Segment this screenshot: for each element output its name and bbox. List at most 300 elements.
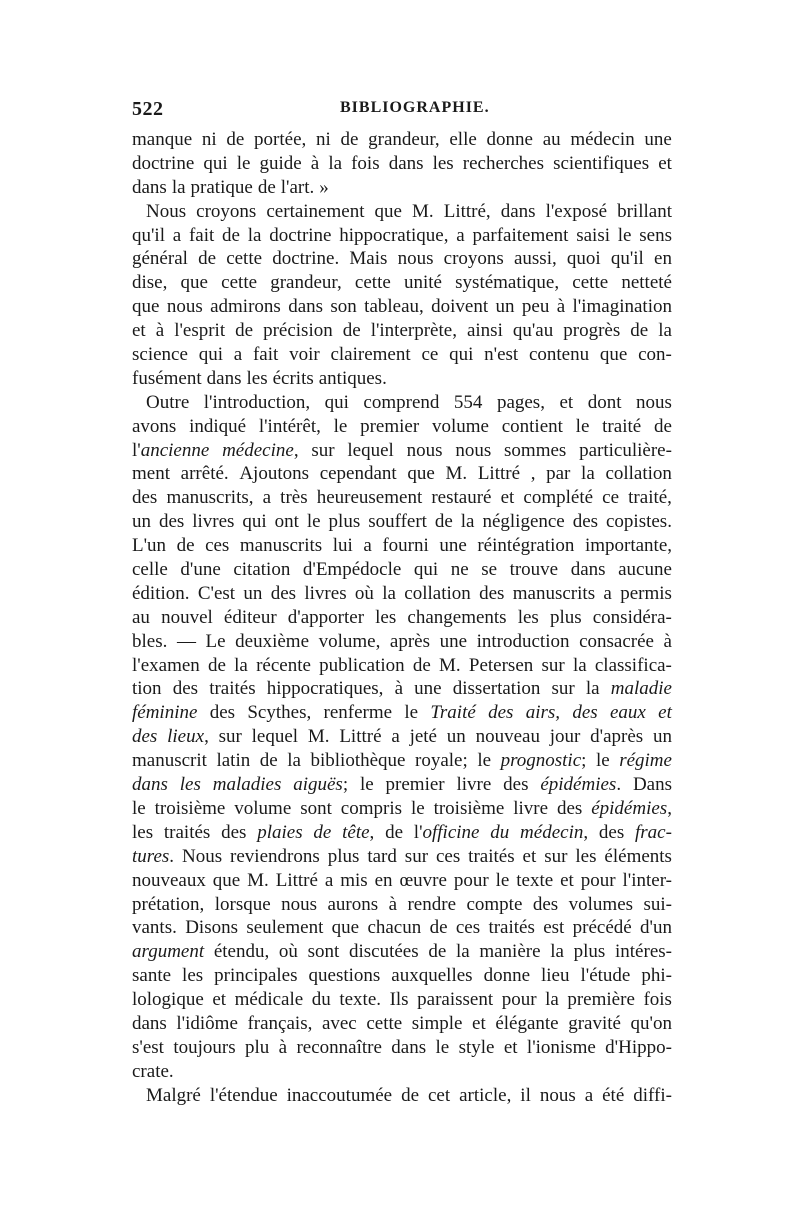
word-group — [635, 821, 672, 845]
word-group — [209, 677, 255, 701]
word-group — [563, 319, 620, 343]
word: nous — [539, 1084, 576, 1106]
word-group — [257, 821, 302, 845]
word: volumes — [568, 893, 634, 915]
page-number: 522 — [132, 98, 164, 120]
word: une — [414, 678, 442, 700]
word: étendu, — [213, 941, 270, 963]
word: netteté — [621, 272, 672, 294]
word: d'Hippo- — [605, 1036, 672, 1058]
word: texte — [516, 869, 554, 891]
word: quoi — [566, 248, 601, 270]
word: latin — [216, 750, 251, 772]
word-group — [469, 654, 533, 678]
word: traités — [468, 845, 515, 867]
word: traité — [602, 415, 642, 437]
word: ni — [201, 129, 217, 150]
word-group — [210, 295, 281, 319]
word: le — [236, 152, 251, 174]
word: Le — [205, 630, 226, 652]
word: Disons — [185, 917, 238, 939]
word-group — [132, 343, 188, 367]
italic-word: et — [658, 702, 672, 724]
italic-word: airs, — [525, 702, 561, 724]
word-group — [167, 295, 203, 319]
word-group — [239, 462, 309, 486]
word: des — [158, 511, 185, 533]
word-group — [167, 725, 209, 749]
word-group — [300, 797, 332, 821]
text-line — [132, 749, 672, 773]
word-group — [273, 367, 314, 391]
word-group — [308, 940, 340, 964]
word: manuscrits, — [166, 487, 254, 509]
text-line — [132, 224, 672, 248]
word: nous — [166, 296, 203, 318]
word-group — [572, 701, 597, 725]
word-group — [206, 630, 226, 654]
word-group — [603, 582, 611, 606]
word: ce — [421, 344, 439, 366]
word: s'est — [132, 1036, 164, 1058]
word-group — [513, 797, 548, 821]
word: a — [603, 582, 612, 604]
word-group — [254, 128, 306, 152]
word-group — [132, 415, 176, 439]
word-group — [304, 582, 346, 606]
word-group — [417, 988, 493, 1012]
word: certainement — [266, 200, 365, 222]
word-group — [466, 893, 522, 917]
word-group — [414, 677, 441, 701]
word-group — [132, 821, 153, 845]
italic-word: plaies — [257, 821, 303, 843]
word-group — [428, 940, 446, 964]
word-group — [504, 1036, 518, 1060]
word-group — [523, 486, 593, 510]
text-line — [132, 725, 672, 749]
word-group — [221, 271, 257, 295]
word-group — [502, 988, 537, 1012]
word: Malgré — [146, 1084, 201, 1106]
word: con- — [638, 344, 672, 366]
word: lologique — [132, 989, 204, 1011]
word: Ajoutons — [239, 463, 310, 485]
word-group — [263, 486, 271, 510]
word-group — [272, 247, 339, 271]
word: la — [247, 224, 262, 246]
word-group — [311, 439, 334, 463]
word: nous — [281, 893, 318, 915]
word-group — [439, 654, 461, 678]
word: , — [583, 821, 589, 843]
word-group — [619, 749, 672, 773]
italic-word: tures — [132, 845, 170, 867]
word-group — [455, 271, 559, 295]
word-group — [341, 797, 402, 821]
word: Dans — [632, 774, 672, 796]
word: M. — [412, 200, 434, 222]
word: compte — [466, 893, 523, 915]
word: des — [172, 678, 199, 700]
word: le — [495, 869, 510, 891]
word-group — [546, 200, 607, 224]
word-group — [281, 176, 315, 200]
text-line — [132, 200, 672, 224]
word-group — [287, 749, 301, 773]
word: où — [354, 582, 374, 604]
word-group — [513, 582, 595, 606]
word-group — [132, 152, 194, 176]
word: ces — [205, 535, 230, 557]
word-group — [456, 224, 464, 248]
word: la — [572, 654, 587, 676]
word: dans — [388, 152, 424, 174]
word: lequel — [347, 439, 394, 461]
word-group — [259, 415, 321, 439]
word: Petersen — [468, 654, 534, 676]
word-group — [132, 128, 192, 152]
word-group — [386, 773, 445, 797]
word-group — [501, 749, 587, 773]
word: nous — [406, 439, 443, 461]
word: Littré — [339, 726, 382, 748]
word: ment — [132, 463, 170, 485]
word: brillant — [617, 200, 672, 222]
word: inaccoutumée — [286, 1084, 393, 1106]
word: grandeur, — [368, 129, 440, 150]
word: l'esprit — [174, 320, 226, 342]
word-group — [523, 845, 537, 869]
word-group — [513, 319, 553, 343]
word: le — [477, 750, 492, 772]
word-group — [447, 725, 466, 749]
word: sont — [300, 797, 332, 819]
word: volume — [431, 415, 489, 437]
word: Nous — [181, 845, 223, 867]
word: une — [644, 129, 672, 150]
word: ces — [435, 845, 461, 867]
word: dissertation — [452, 678, 541, 700]
text-line — [132, 439, 672, 463]
word: le — [435, 1036, 450, 1058]
word-group — [573, 654, 587, 678]
word: science — [132, 344, 188, 366]
word-group — [324, 701, 393, 725]
word-group — [132, 773, 168, 797]
word-group — [242, 510, 266, 534]
word: Littré, — [443, 200, 491, 222]
word: de — [198, 248, 217, 270]
word-group — [641, 964, 672, 988]
word-group — [606, 510, 672, 534]
word-group — [459, 1036, 495, 1060]
word: qu'on — [630, 1012, 672, 1034]
word-group — [212, 988, 226, 1012]
word: dans — [288, 296, 324, 318]
word-group — [252, 725, 298, 749]
word-group — [432, 415, 489, 439]
word: seulement — [246, 917, 324, 939]
word: manière — [479, 941, 541, 963]
text-line — [132, 821, 672, 845]
italic-word: maladie — [610, 678, 672, 700]
word: doctrine. — [272, 248, 340, 270]
word-group — [296, 1036, 381, 1060]
word: qui — [449, 344, 474, 366]
word-group — [328, 845, 360, 869]
word-group — [581, 869, 616, 893]
text-line — [132, 1084, 672, 1108]
word-group — [181, 462, 229, 486]
word: intéres- — [615, 941, 672, 963]
word: et — [500, 487, 515, 509]
word: lieu — [541, 965, 570, 987]
word-group — [311, 749, 406, 773]
word: a — [172, 224, 182, 246]
word: doctrine — [269, 224, 332, 246]
word-group — [355, 271, 391, 295]
word-group — [476, 725, 540, 749]
text-line — [132, 343, 672, 367]
word-group — [658, 319, 672, 343]
word: et — [132, 320, 146, 342]
word: livre — [513, 797, 549, 819]
word: l'étude — [580, 965, 631, 987]
word-group — [360, 415, 419, 439]
word-group — [490, 821, 509, 845]
word: précision — [263, 320, 333, 342]
word-group — [540, 1084, 576, 1108]
word: diffi- — [633, 1084, 672, 1106]
word: la — [287, 750, 301, 772]
text-line — [132, 677, 672, 701]
word: a — [233, 344, 243, 366]
word: le — [359, 774, 374, 796]
italic-word: des — [572, 702, 598, 724]
word: — — [176, 630, 196, 652]
word: clairement — [330, 344, 411, 366]
word-group — [586, 677, 600, 701]
word-group — [430, 916, 448, 940]
word: tion — [132, 678, 162, 700]
word-group — [576, 224, 610, 248]
italic-word: les — [179, 774, 201, 796]
word: parfaitement — [472, 224, 569, 246]
word-group — [334, 415, 348, 439]
word-group — [502, 415, 563, 439]
word: l'imagination — [572, 296, 672, 318]
word: que — [599, 344, 628, 366]
word: sante — [132, 965, 172, 987]
word-group — [573, 916, 632, 940]
word: livre — [456, 774, 492, 796]
word-group — [280, 486, 307, 510]
word: la — [328, 152, 343, 174]
word: qui — [413, 559, 439, 581]
word: , — [667, 797, 672, 819]
word-group — [533, 893, 558, 917]
word-group — [617, 200, 672, 224]
word-group — [219, 725, 242, 749]
word: de — [259, 750, 278, 772]
word-group — [371, 319, 457, 343]
word: cette — [226, 248, 263, 270]
word-group — [347, 439, 393, 463]
word-group — [664, 630, 672, 654]
word: elle — [449, 129, 477, 150]
word-group — [132, 176, 167, 200]
word: la — [545, 989, 559, 1011]
word-group — [234, 654, 248, 678]
word-group — [332, 916, 359, 940]
word-group — [560, 869, 574, 893]
word: copistes. — [605, 511, 672, 533]
word-group — [180, 773, 201, 797]
word: volume, — [318, 630, 381, 652]
word-group — [468, 845, 514, 869]
italic-word: lieux — [167, 726, 205, 748]
word: de — [340, 129, 359, 150]
word: Scythes, — [247, 702, 312, 724]
word-group — [146, 1084, 201, 1108]
word-group — [404, 701, 418, 725]
word: l'intérêt, — [258, 415, 321, 437]
word: français, — [247, 1012, 313, 1034]
word: récente — [256, 654, 311, 676]
word: et — [559, 391, 574, 413]
word: que — [331, 917, 360, 939]
word: la — [382, 582, 396, 604]
word: livres — [192, 511, 235, 533]
word-group — [360, 773, 374, 797]
word: fait — [188, 224, 215, 246]
word: crate. — [132, 1060, 174, 1082]
word-group — [431, 486, 491, 510]
word: pour — [501, 989, 537, 1011]
word-group — [172, 176, 186, 200]
word: plus — [327, 845, 360, 867]
text-line — [132, 654, 672, 678]
word-group — [588, 391, 622, 415]
word: l'art. — [280, 176, 315, 198]
word-group — [312, 988, 331, 1012]
word: de — [176, 535, 195, 557]
word: cette — [354, 272, 391, 294]
word-group — [585, 534, 672, 558]
word: qui — [198, 344, 223, 366]
word: premier — [385, 774, 445, 796]
text-line — [132, 869, 672, 893]
word: peu — [521, 296, 550, 318]
word-group — [215, 893, 271, 917]
word-group — [630, 319, 648, 343]
word: la — [455, 941, 470, 963]
word-group — [414, 821, 480, 845]
word-group — [495, 1012, 558, 1036]
italic-word: des — [132, 726, 158, 748]
text-line — [132, 367, 672, 391]
word: deuxième — [235, 630, 309, 652]
word: des — [572, 511, 599, 533]
word-group — [579, 630, 654, 654]
word: le — [410, 797, 425, 819]
word-group — [654, 415, 672, 439]
word-group — [319, 630, 381, 654]
word-group — [407, 462, 434, 486]
word: manque — [132, 129, 193, 150]
word-group — [164, 821, 210, 845]
word-group — [404, 582, 470, 606]
word-group — [214, 940, 269, 964]
word: fois — [643, 989, 672, 1011]
word-group — [550, 606, 582, 630]
word: fusément — [132, 367, 202, 389]
word-group — [375, 200, 402, 224]
word: traités — [488, 917, 535, 939]
word-group — [303, 558, 401, 582]
word-group — [428, 1084, 450, 1108]
word-group — [557, 797, 582, 821]
word-group — [579, 439, 672, 463]
word-group — [247, 869, 269, 893]
word: précédé — [572, 917, 632, 939]
word-group — [246, 916, 323, 940]
word: reconnaître — [296, 1036, 382, 1058]
word-group — [553, 152, 649, 176]
word-group — [445, 462, 467, 486]
word: permis — [620, 582, 672, 604]
word: dans — [132, 176, 167, 198]
word-group — [161, 606, 213, 630]
word-group — [552, 677, 575, 701]
word: ne — [450, 559, 469, 581]
word-group — [213, 869, 240, 893]
word-group — [602, 486, 619, 510]
word-group — [288, 295, 323, 319]
word-group — [235, 630, 309, 654]
word-group — [182, 845, 222, 869]
word-group — [330, 295, 356, 319]
word: guide — [259, 152, 302, 174]
word: la — [585, 678, 600, 700]
word: un — [652, 726, 672, 748]
italic-word: argument — [132, 941, 205, 963]
word: ; — [581, 750, 587, 772]
word: que — [374, 200, 402, 222]
word-group — [191, 176, 253, 200]
italic-word: des — [488, 702, 514, 724]
word: ; — [342, 774, 349, 796]
word: de — [412, 654, 431, 676]
word: médecin — [570, 129, 635, 150]
word-group — [307, 510, 321, 534]
word-group — [132, 869, 206, 893]
word-group — [545, 988, 559, 1012]
word: réintégration — [477, 535, 575, 557]
word-group — [557, 295, 565, 319]
word-group — [639, 224, 672, 248]
word: de — [385, 821, 404, 843]
word-group — [382, 534, 428, 558]
word: se — [481, 559, 498, 581]
word-group — [451, 558, 469, 582]
word: édition. — [132, 582, 190, 604]
word-group — [240, 534, 322, 558]
word: de — [428, 941, 447, 963]
word-group — [367, 845, 397, 869]
word-group — [132, 439, 209, 463]
